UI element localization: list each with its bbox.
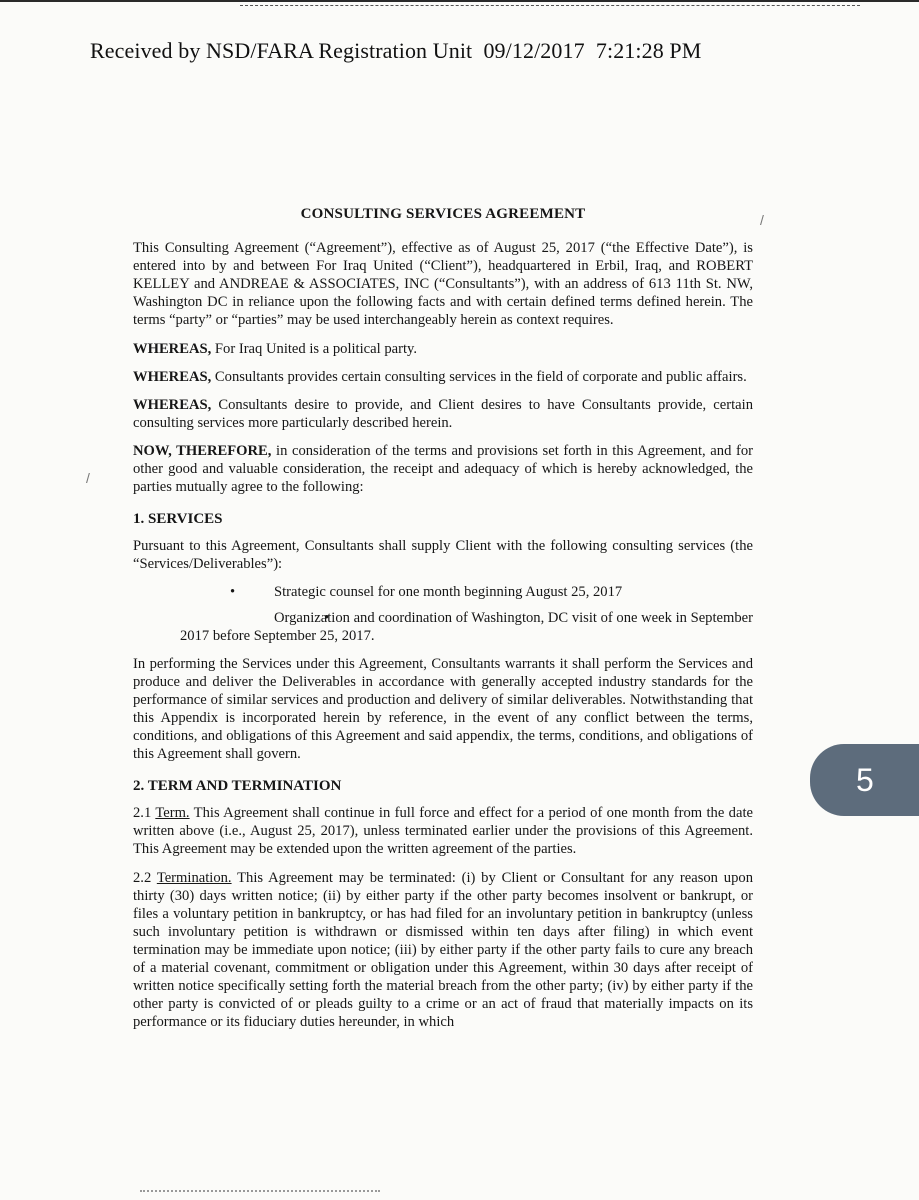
page-number-badge: 5	[810, 744, 919, 816]
margin-mark: /	[86, 470, 90, 486]
margin-mark: /	[760, 212, 764, 228]
section-heading-services: 1. SERVICES	[133, 511, 223, 528]
clause-number: 2.2	[133, 869, 157, 886]
recital-paragraph	[133, 340, 753, 358]
agreement-document	[133, 205, 753, 1041]
fara-received-stamp: Received by NSD/FARA Registration Unit 09/12/2017 7:21:28 PM	[90, 38, 702, 63]
document-title: CONSULTING SERVICES AGREEMENT	[300, 206, 586, 222]
clause-text: This Agreement shall continue in full force and effect for a period of one month from the date written above (i.e., August 25, 2017), unless terminated earlier under the provisions of this Agreement. This Agreement may be extended upon the written agreement of the parties.	[133, 805, 753, 858]
clause-label: Termination.	[156, 869, 232, 886]
recital-text: in consideration of the terms and provisions set forth in this Agreement, and for other good and valuable consideration, the receipt and adequacy of which is hereby acknowledged, the parties mutually agree to the following:	[133, 442, 753, 496]
recital-paragraph	[133, 442, 753, 496]
list-item: • Strategic counsel for one month beginning August 25, 2017	[133, 583, 753, 601]
scan-bottom-artifact	[140, 1190, 380, 1194]
intro-paragraph: This Consulting Agreement (“Agreement”), effective as of August 25, 2017 (“the Effective Date”), is entered into by and between For Iraq United (“Client”), headquartered in Erbil, Iraq, and ROBERT KELLEY and ANDREAE & ASSOCIATES, INC (“Consultants”), with an address of 613 11th St. NW, Washington DC in reliance upon the following facts and with certain defined terms defined herein. The terms “party” or “parties” may be used interchangeably herein as context requires.	[133, 240, 753, 329]
recital-paragraph	[133, 396, 753, 432]
recital-keyword: WHEREAS,	[133, 340, 212, 357]
services-body: In performing the Services under this Agreement, Consultants warrants it shall perform the Services and produce and deliver the Deliverables in accordance with generally accepted industry standards for the performance of similar services and production and delivery of similar deliverables. Notwithstanding that this Appendix is incorporated herein by reference, in the event of any conflict between the terms, conditions, and obligations of this Agreement and said appendix, the terms, conditions, and obligations of this Agreement shall govern.	[133, 655, 753, 763]
clause-text: This Agreement may be terminated: (i) by Client or Consultant for any reason upon thirty (30) days written notice; (ii) by either party if the other party becomes insolvent or bankrupt, or files a voluntary petition in bankruptcy, or has had filed for an involuntary petition in bankruptcy (unless such involuntary petition is withdrawn or dismissed within ten days after filing) in which event termination may be immediate upon notice; (iii) by either party if the other party fails to cure any breach of a material covenant, commitment or obligation under this Agreement, within 30 days after receipt of written notice specifically setting forth the material breach from the other party; (iv) by either party if the other party is convicted of or pleads guilty to a crime or an act of fraud that materially impacts on its performance or its fiduciary duties hereunder, in which	[133, 869, 753, 1031]
recital-keyword: WHEREAS,	[133, 396, 212, 413]
list-item: • Organization and coordination of Washington, DC visit of one week in September 2017 before September 25, 2017.	[133, 609, 753, 645]
recital-keyword: WHEREAS,	[133, 368, 212, 385]
clause-termination	[133, 869, 753, 1032]
clause-number: 2.1	[133, 805, 156, 822]
services-intro: Pursuant to this Agreement, Consultants shall supply Client with the following consulting services (the “Services/Deliverables”):	[133, 538, 753, 573]
recital-keyword: NOW, THEREFORE,	[133, 442, 272, 459]
recital-text: For Iraq United is a political party.	[211, 340, 418, 357]
recital-text: Consultants desire to provide, and Client desires to have Consultants provide, certain consulting services more particularly described herein.	[133, 396, 753, 431]
recital-paragraph	[133, 368, 753, 386]
clause-term	[133, 804, 753, 858]
recital-text: Consultants provides certain consulting services in the field of corporate and public affairs.	[211, 368, 747, 385]
section-heading-term: 2. TERM AND TERMINATION	[133, 778, 342, 795]
services-list	[133, 583, 753, 644]
clause-label: Term.	[155, 805, 190, 822]
scan-top-border	[0, 0, 919, 16]
